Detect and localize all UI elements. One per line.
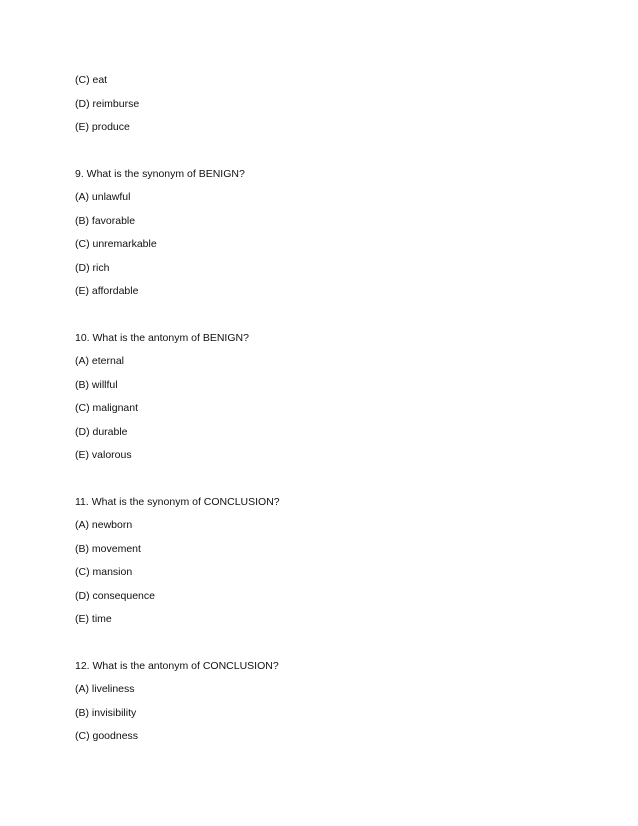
- option-line: (E) produce: [75, 121, 130, 133]
- option-line: (B) movement: [75, 542, 141, 555]
- option-line: (D) rich: [75, 261, 110, 274]
- spacer: [75, 145, 595, 168]
- option-line: (C) unremarkable: [75, 238, 157, 250]
- spacer: [75, 473, 595, 496]
- option-line: (B) willful: [75, 378, 118, 391]
- option-line: (B) favorable: [75, 214, 136, 227]
- option-line: (E) valorous: [75, 449, 132, 461]
- spacer: [75, 309, 595, 332]
- option-line: (C) malignant: [75, 402, 139, 414]
- option-line: (D) consequence: [75, 589, 155, 602]
- question-prompt: 11. What is the synonym of CONCLUSION?: [75, 495, 280, 508]
- option-line: (C) goodness: [75, 730, 139, 742]
- option-line: (C) eat: [75, 74, 108, 86]
- option-line: (A) eternal: [75, 355, 125, 367]
- option-line: (A) liveliness: [75, 683, 135, 695]
- question-prompt: 9. What is the synonym of BENIGN?: [75, 167, 245, 180]
- option-line: (B) invisibility: [75, 706, 137, 719]
- option-line: (A) newborn: [75, 519, 133, 531]
- page-content: [75, 74, 595, 754]
- question-prompt: 10. What is the antonym of BENIGN?: [75, 331, 249, 344]
- question-prompt: 12. What is the antonym of CONCLUSION?: [75, 659, 279, 672]
- option-line: (A) unlawful: [75, 191, 131, 203]
- option-line: (E) time: [75, 613, 112, 625]
- option-line: (E) affordable: [75, 285, 139, 297]
- option-line: (D) reimburse: [75, 97, 140, 110]
- option-line: (C) mansion: [75, 566, 133, 578]
- option-line: (D) durable: [75, 425, 128, 438]
- spacer: [75, 637, 595, 660]
